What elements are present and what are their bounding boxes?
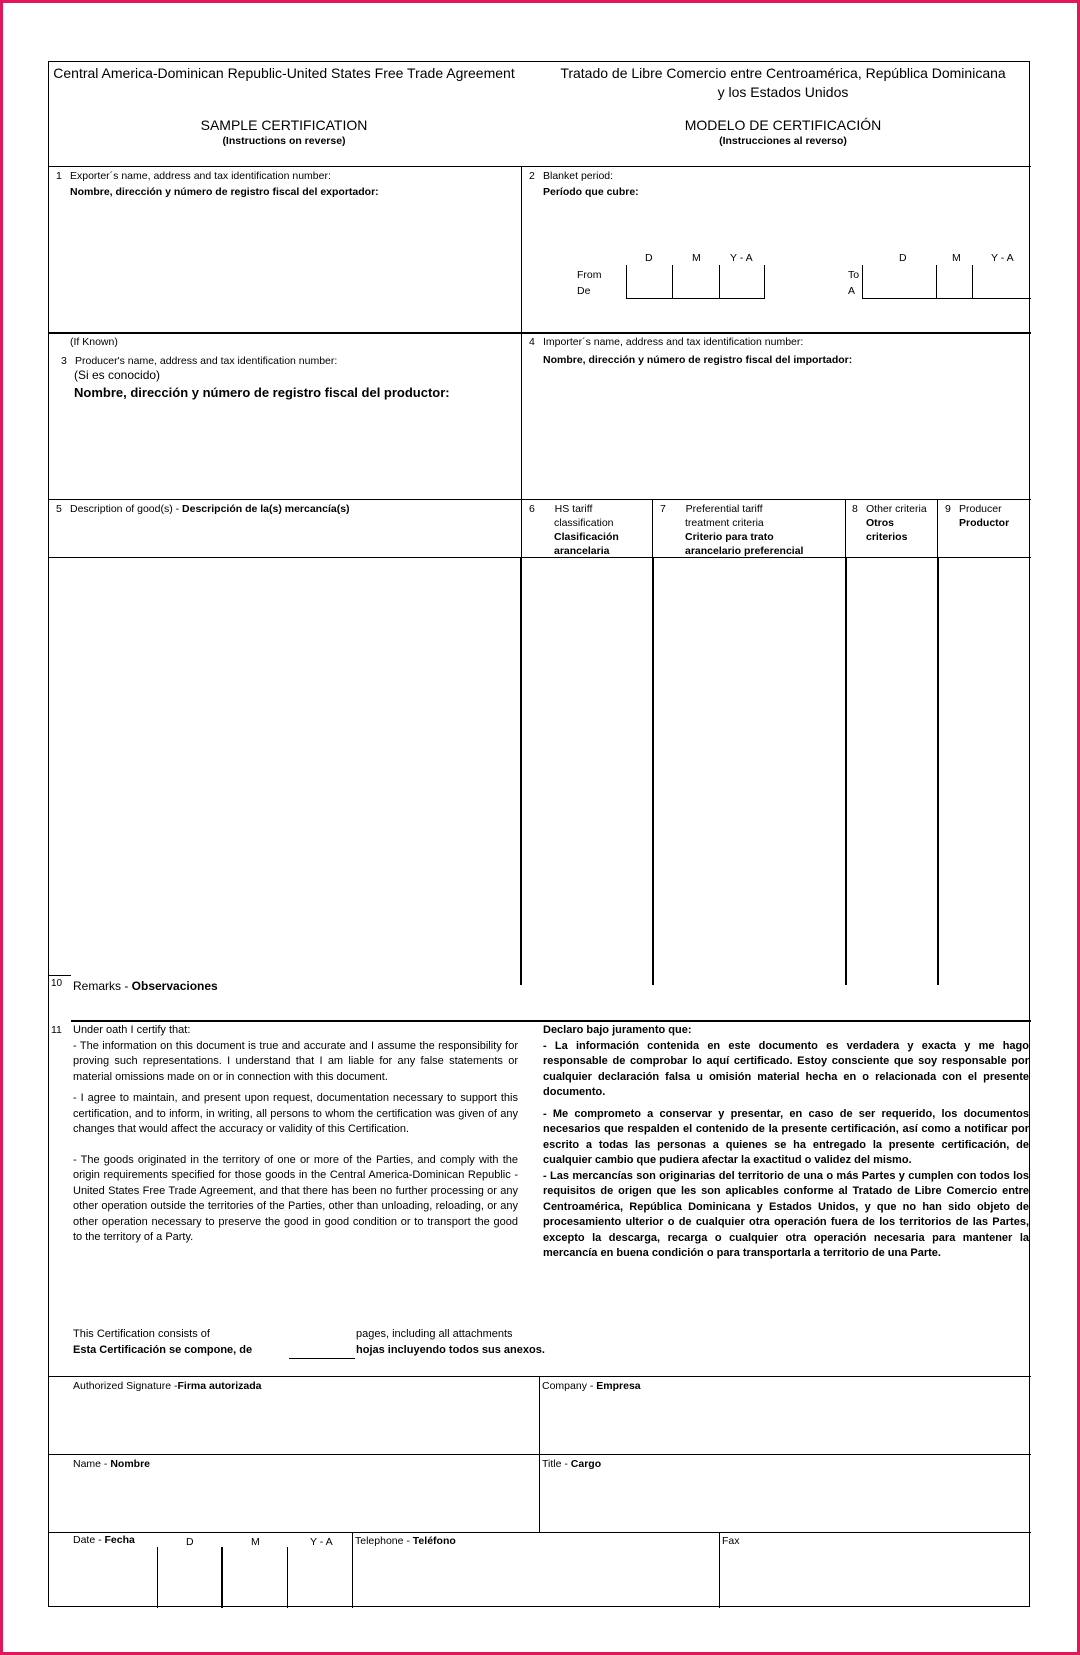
from-day-field[interactable] [626, 265, 672, 299]
divider [49, 1532, 1031, 1533]
telephone-field[interactable] [354, 1549, 718, 1606]
date-label: Date - Fecha [73, 1534, 135, 1546]
to-year-field[interactable] [972, 265, 1031, 299]
column-divider [157, 1547, 158, 1608]
other-criteria-input[interactable] [848, 559, 936, 984]
field-2-label-es: Período que cubre: [543, 186, 639, 198]
field-3-label: 3 Producer's name, address and tax identification number: [61, 355, 338, 367]
from-month-field[interactable] [672, 265, 719, 299]
field-3-known-label-es: (Si es conocido) [74, 368, 161, 382]
field-3-known-label: (If Known) [70, 336, 118, 348]
date-month-label: M [251, 1536, 260, 1548]
to-day-field[interactable] [862, 265, 936, 299]
from-year-label: Y - A [730, 252, 753, 264]
oath-text-en: Under oath I certify that: - The information on this document is true and accurate and I assume the responsibility for proving such representations. I understand that I am liable for any false statements or material omissions made on or in connection with this document. - I agree to maintain, and present upon request, documentation necessary to support this certification, and to inform, in writing, all persons to whom the certification was given of any changes that would affect the accuracy or validity of this Certification. - The goods originated in the territory of one or more of the Parties, and comply with the origin requirements specified for those goods in the Central America-Dominican Republic - United States Free Trade Agreement, and that there has been no further processing or any other operation outside the territories of the Parties, other than unloading, reloading, or any other operation necessary to preserve the good in good condition or to transport the good to the territory of a Party. [73, 1024, 518, 1243]
to-month-field[interactable] [936, 265, 972, 299]
name-field[interactable] [49, 1472, 538, 1530]
to-day-label: D [899, 252, 907, 264]
field-4-label-es: Nombre, dirección y número de registro fiscal del importador: [543, 354, 853, 366]
header-es-note: (Instrucciones al reverso) [719, 135, 847, 147]
telephone-label: Telephone - Teléfono [355, 1535, 456, 1547]
divider [49, 1376, 1031, 1377]
date-year-field[interactable] [289, 1549, 351, 1606]
oath-text-es: Declaro bajo juramento que: - La información contenida en este documento es verdadera y exacta y me hago responsable de comprobar lo aquí certificado. Estoy consciente que soy responsable por cualquier declaración falsa u omisión material hecha en o relacionada con el presente documento. - Me comprometo a conservar y presentar, en caso de ser requerido, los documentos necesarios que respalden el contenido de la presente certificación, así como a notificar por escrito a todas las personas a quienes se ha entregado la presente certificación, de cualquier cambio que pudiera afectar la exactitud o validez del mismo. - Las mercancías son originarias del territorio de una o más Partes y cumplen con todos los requisitos de origen que les son aplicables conforme al Tratado de Libre Comercio entre Centroamérica, República Dominicana y Estados Unidos, y que no han sido objeto de procesamiento ulterior o de cualquier otra operación fuera de los territorios de las Partes, excepto la descarga, recarga o cualquier otra operación necesaria para mantener la mercancía en buena condición o para transportarla a territorio de una Parte. [543, 1024, 1029, 1259]
header-es-title: Tratado de Libre Comercio entre Centroamérica, República Dominicana y los Estados Unidos [560, 65, 1006, 100]
page-count-field[interactable] [289, 1340, 355, 1359]
column-divider [520, 557, 522, 985]
field-7-label: 7 Preferential tariff treatment criteria Criterio para trato arancelario preferencial [660, 503, 804, 557]
to-label-es: A [848, 285, 856, 297]
from-day-label: D [645, 252, 653, 264]
field-9-label: 9 Producer Productor [945, 503, 1010, 529]
producer-column-input[interactable] [940, 559, 1030, 984]
field-8-label: 8 Other criteria Otros criterios [852, 503, 927, 543]
producer-input[interactable] [49, 404, 519, 484]
divider [49, 332, 1031, 334]
date-year-label: Y - A [310, 1536, 333, 1548]
from-year-field[interactable] [719, 265, 765, 299]
certification-form [48, 61, 1030, 1607]
column-divider [221, 1547, 223, 1608]
divider [49, 499, 1031, 500]
pages-label-es-suffix: hojas incluyendo todos sus anexos. [356, 1344, 545, 1356]
header-es-subtitle: MODELO DE CERTIFICACIÓN [684, 117, 882, 133]
column-divider [719, 1532, 720, 1608]
divider [49, 166, 1031, 167]
column-divider [652, 557, 654, 985]
field-3-label-es: Nombre, dirección y número de registro fiscal del productor: [74, 385, 450, 400]
to-month-label: M [952, 252, 961, 264]
date-day-label: D [186, 1536, 194, 1548]
hs-classification-input[interactable] [523, 559, 651, 984]
divider [49, 975, 71, 976]
from-month-label: M [692, 252, 701, 264]
field-2-label: 2 Blanket period: [529, 170, 614, 182]
fax-label: Fax [722, 1535, 740, 1547]
date-month-field[interactable] [224, 1549, 286, 1606]
field-1-label: 1 Exporter´s name, address and tax identification number: [56, 170, 331, 182]
header-en-title: Central America-Dominican Republic-United States Free Trade Agreement [53, 65, 515, 81]
preference-criteria-input[interactable] [655, 559, 844, 984]
column-divider [352, 1532, 353, 1608]
from-label-es: De [577, 285, 591, 297]
pages-label: This Certification consists of [73, 1328, 210, 1340]
remarks-input[interactable] [71, 995, 1029, 1015]
date-day-field[interactable] [159, 1549, 220, 1606]
header-en-note: (Instructions on reverse) [222, 135, 346, 147]
divider [71, 1020, 1031, 1022]
column-divider [287, 1547, 288, 1608]
field-1-label-es: Nombre, dirección y número de registro fiscal del exportador: [70, 186, 379, 198]
company-label: Company - Empresa [542, 1380, 641, 1392]
signature-label: Authorized Signature -Firma autorizada [73, 1380, 262, 1392]
title-field[interactable] [541, 1472, 1029, 1530]
to-label: To [848, 269, 860, 281]
column-divider [937, 557, 939, 985]
pages-label-suffix: pages, including all attachments [356, 1328, 513, 1340]
field-6-label: 6 HS tariff classification Clasificación arancelaria [529, 503, 619, 557]
goods-description-input[interactable] [49, 559, 519, 984]
field-11-number: 11 [51, 1024, 62, 1036]
field-10-label: Remarks - Observaciones [73, 979, 218, 993]
divider [49, 557, 1031, 558]
from-label: From [577, 269, 602, 281]
pages-label-es: Esta Certificación se compone, de [73, 1344, 253, 1356]
name-label: Name - Nombre [73, 1458, 151, 1470]
divider [49, 1454, 1031, 1455]
field-10-number: 10 [51, 978, 63, 989]
title-label: Title - Cargo [542, 1458, 602, 1470]
fax-field[interactable] [721, 1549, 1029, 1606]
company-field[interactable] [541, 1394, 1029, 1452]
to-year-label: Y - A [991, 252, 1014, 264]
header-en-subtitle: SAMPLE CERTIFICATION [200, 117, 368, 133]
importer-input[interactable] [523, 370, 1029, 484]
field-5-label: 5 Description of good(s) - Descripción de la(s) mercancía(s) [56, 503, 350, 515]
column-divider [845, 557, 847, 985]
signature-field[interactable] [49, 1394, 538, 1452]
exporter-input[interactable] [49, 202, 519, 326]
field-4-label: 4 Importer´s name, address and tax identification number: [529, 336, 804, 348]
